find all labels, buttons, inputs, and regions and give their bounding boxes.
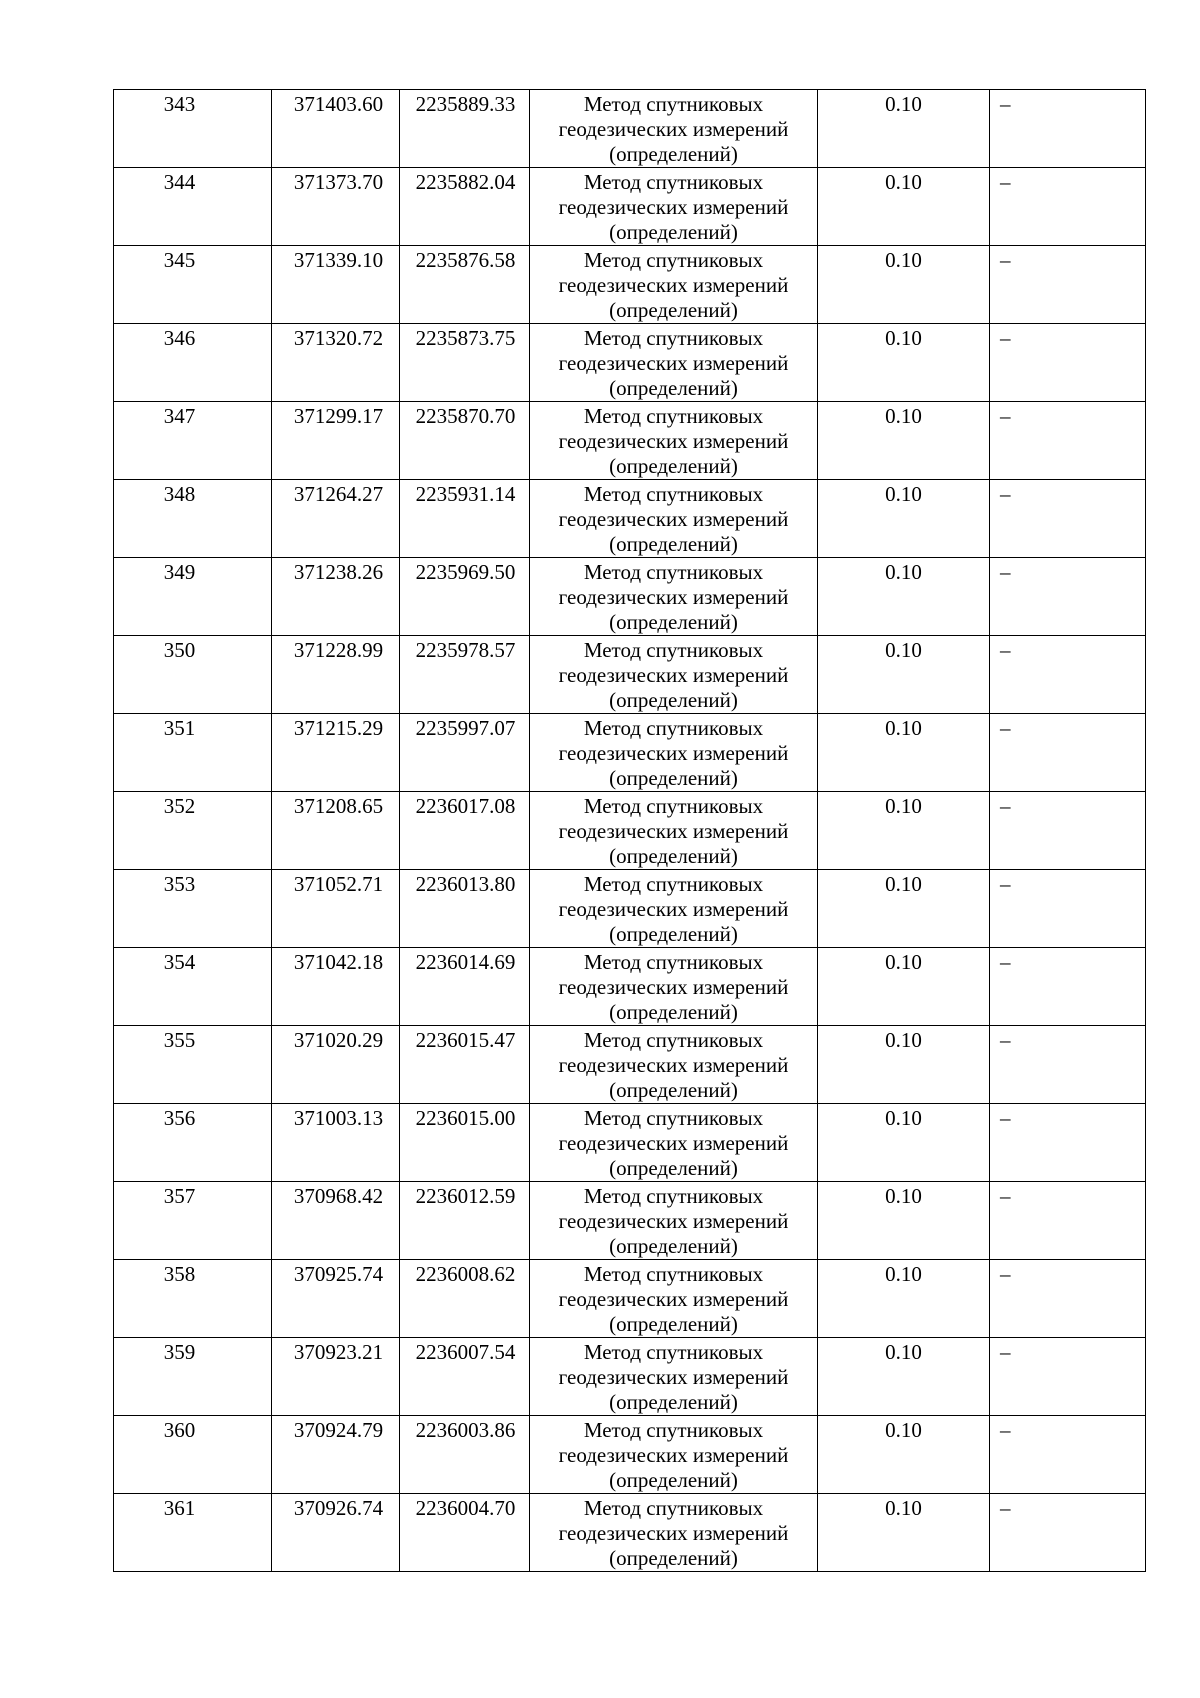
note-cell: – (990, 1026, 1146, 1104)
x-coordinate-cell: 371320.72 (272, 324, 400, 402)
table-row (114, 1260, 1146, 1338)
method-cell: Метод спутниковых геодезических измерений (определений) (530, 714, 818, 792)
method-cell: Метод спутниковых геодезических измерений (определений) (530, 636, 818, 714)
accuracy-cell: 0.10 (818, 948, 990, 1026)
x-coordinate-cell: 371373.70 (272, 168, 400, 246)
y-coordinate-cell: 2236004.70 (400, 1494, 530, 1572)
table-row (114, 558, 1146, 636)
y-coordinate-cell: 2236013.80 (400, 870, 530, 948)
accuracy-cell: 0.10 (818, 402, 990, 480)
method-cell: Метод спутниковых геодезических измерений (определений) (530, 1026, 818, 1104)
note-cell: – (990, 402, 1146, 480)
accuracy-cell: 0.10 (818, 558, 990, 636)
table-row (114, 714, 1146, 792)
point-number-cell: 350 (114, 636, 272, 714)
note-cell: – (990, 90, 1146, 168)
accuracy-cell: 0.10 (818, 714, 990, 792)
table-row (114, 1104, 1146, 1182)
y-coordinate-cell: 2236003.86 (400, 1416, 530, 1494)
table-row (114, 792, 1146, 870)
point-number-cell: 344 (114, 168, 272, 246)
y-coordinate-cell: 2236007.54 (400, 1338, 530, 1416)
note-cell: – (990, 324, 1146, 402)
point-number-cell: 360 (114, 1416, 272, 1494)
point-number-cell: 343 (114, 90, 272, 168)
method-cell: Метод спутниковых геодезических измерений (определений) (530, 246, 818, 324)
method-cell: Метод спутниковых геодезических измерений (определений) (530, 1494, 818, 1572)
x-coordinate-cell: 371264.27 (272, 480, 400, 558)
y-coordinate-cell: 2235889.33 (400, 90, 530, 168)
note-cell: – (990, 246, 1146, 324)
y-coordinate-cell: 2235882.04 (400, 168, 530, 246)
point-number-cell: 357 (114, 1182, 272, 1260)
point-number-cell: 347 (114, 402, 272, 480)
y-coordinate-cell: 2236012.59 (400, 1182, 530, 1260)
method-cell: Метод спутниковых геодезических измерений (определений) (530, 90, 818, 168)
table-row (114, 324, 1146, 402)
point-number-cell: 355 (114, 1026, 272, 1104)
coordinates-table (113, 89, 1146, 1572)
method-cell: Метод спутниковых геодезических измерений (определений) (530, 558, 818, 636)
accuracy-cell: 0.10 (818, 636, 990, 714)
accuracy-cell: 0.10 (818, 1104, 990, 1182)
x-coordinate-cell: 371020.29 (272, 1026, 400, 1104)
accuracy-cell: 0.10 (818, 168, 990, 246)
table-row (114, 1182, 1146, 1260)
y-coordinate-cell: 2235997.07 (400, 714, 530, 792)
point-number-cell: 359 (114, 1338, 272, 1416)
point-number-cell: 345 (114, 246, 272, 324)
method-cell: Метод спутниковых геодезических измерений (определений) (530, 792, 818, 870)
note-cell: – (990, 1494, 1146, 1572)
point-number-cell: 348 (114, 480, 272, 558)
method-cell: Метод спутниковых геодезических измерений (определений) (530, 1338, 818, 1416)
note-cell: – (990, 1260, 1146, 1338)
accuracy-cell: 0.10 (818, 870, 990, 948)
table-body (114, 90, 1146, 1572)
point-number-cell: 349 (114, 558, 272, 636)
note-cell: – (990, 636, 1146, 714)
y-coordinate-cell: 2236015.47 (400, 1026, 530, 1104)
accuracy-cell: 0.10 (818, 246, 990, 324)
x-coordinate-cell: 370926.74 (272, 1494, 400, 1572)
method-cell: Метод спутниковых геодезических измерений (определений) (530, 402, 818, 480)
table-row (114, 1416, 1146, 1494)
method-cell: Метод спутниковых геодезических измерений (определений) (530, 948, 818, 1026)
point-number-cell: 352 (114, 792, 272, 870)
y-coordinate-cell: 2236014.69 (400, 948, 530, 1026)
accuracy-cell: 0.10 (818, 1182, 990, 1260)
document-page (113, 89, 1145, 1572)
x-coordinate-cell: 371042.18 (272, 948, 400, 1026)
note-cell: – (990, 714, 1146, 792)
accuracy-cell: 0.10 (818, 1260, 990, 1338)
x-coordinate-cell: 371208.65 (272, 792, 400, 870)
note-cell: – (990, 1104, 1146, 1182)
point-number-cell: 346 (114, 324, 272, 402)
y-coordinate-cell: 2236008.62 (400, 1260, 530, 1338)
y-coordinate-cell: 2235931.14 (400, 480, 530, 558)
method-cell: Метод спутниковых геодезических измерений (определений) (530, 1104, 818, 1182)
point-number-cell: 353 (114, 870, 272, 948)
accuracy-cell: 0.10 (818, 1026, 990, 1104)
method-cell: Метод спутниковых геодезических измерений (определений) (530, 324, 818, 402)
method-cell: Метод спутниковых геодезических измерений (определений) (530, 168, 818, 246)
accuracy-cell: 0.10 (818, 1494, 990, 1572)
x-coordinate-cell: 371238.26 (272, 558, 400, 636)
y-coordinate-cell: 2235873.75 (400, 324, 530, 402)
table-row (114, 90, 1146, 168)
accuracy-cell: 0.10 (818, 90, 990, 168)
accuracy-cell: 0.10 (818, 792, 990, 870)
x-coordinate-cell: 371299.17 (272, 402, 400, 480)
note-cell: – (990, 792, 1146, 870)
note-cell: – (990, 558, 1146, 636)
x-coordinate-cell: 371003.13 (272, 1104, 400, 1182)
point-number-cell: 354 (114, 948, 272, 1026)
table-row (114, 1494, 1146, 1572)
x-coordinate-cell: 370968.42 (272, 1182, 400, 1260)
table-row (114, 480, 1146, 558)
method-cell: Метод спутниковых геодезических измерений (определений) (530, 1260, 818, 1338)
x-coordinate-cell: 371403.60 (272, 90, 400, 168)
y-coordinate-cell: 2236017.08 (400, 792, 530, 870)
note-cell: – (990, 168, 1146, 246)
accuracy-cell: 0.10 (818, 480, 990, 558)
x-coordinate-cell: 371215.29 (272, 714, 400, 792)
note-cell: – (990, 1182, 1146, 1260)
method-cell: Метод спутниковых геодезических измерений (определений) (530, 870, 818, 948)
point-number-cell: 358 (114, 1260, 272, 1338)
point-number-cell: 351 (114, 714, 272, 792)
accuracy-cell: 0.10 (818, 1416, 990, 1494)
note-cell: – (990, 870, 1146, 948)
method-cell: Метод спутниковых геодезических измерений (определений) (530, 1416, 818, 1494)
table-row (114, 402, 1146, 480)
table-row (114, 246, 1146, 324)
y-coordinate-cell: 2235969.50 (400, 558, 530, 636)
note-cell: – (990, 1338, 1146, 1416)
method-cell: Метод спутниковых геодезических измерений (определений) (530, 1182, 818, 1260)
note-cell: – (990, 1416, 1146, 1494)
x-coordinate-cell: 371339.10 (272, 246, 400, 324)
note-cell: – (990, 948, 1146, 1026)
table-row (114, 1026, 1146, 1104)
point-number-cell: 356 (114, 1104, 272, 1182)
note-cell: – (990, 480, 1146, 558)
x-coordinate-cell: 370924.79 (272, 1416, 400, 1494)
table-row (114, 870, 1146, 948)
method-cell: Метод спутниковых геодезических измерений (определений) (530, 480, 818, 558)
x-coordinate-cell: 371052.71 (272, 870, 400, 948)
y-coordinate-cell: 2235978.57 (400, 636, 530, 714)
table-row (114, 948, 1146, 1026)
y-coordinate-cell: 2236015.00 (400, 1104, 530, 1182)
y-coordinate-cell: 2235876.58 (400, 246, 530, 324)
accuracy-cell: 0.10 (818, 324, 990, 402)
table-row (114, 636, 1146, 714)
y-coordinate-cell: 2235870.70 (400, 402, 530, 480)
table-row (114, 1338, 1146, 1416)
accuracy-cell: 0.10 (818, 1338, 990, 1416)
table-row (114, 168, 1146, 246)
x-coordinate-cell: 371228.99 (272, 636, 400, 714)
x-coordinate-cell: 370925.74 (272, 1260, 400, 1338)
x-coordinate-cell: 370923.21 (272, 1338, 400, 1416)
point-number-cell: 361 (114, 1494, 272, 1572)
